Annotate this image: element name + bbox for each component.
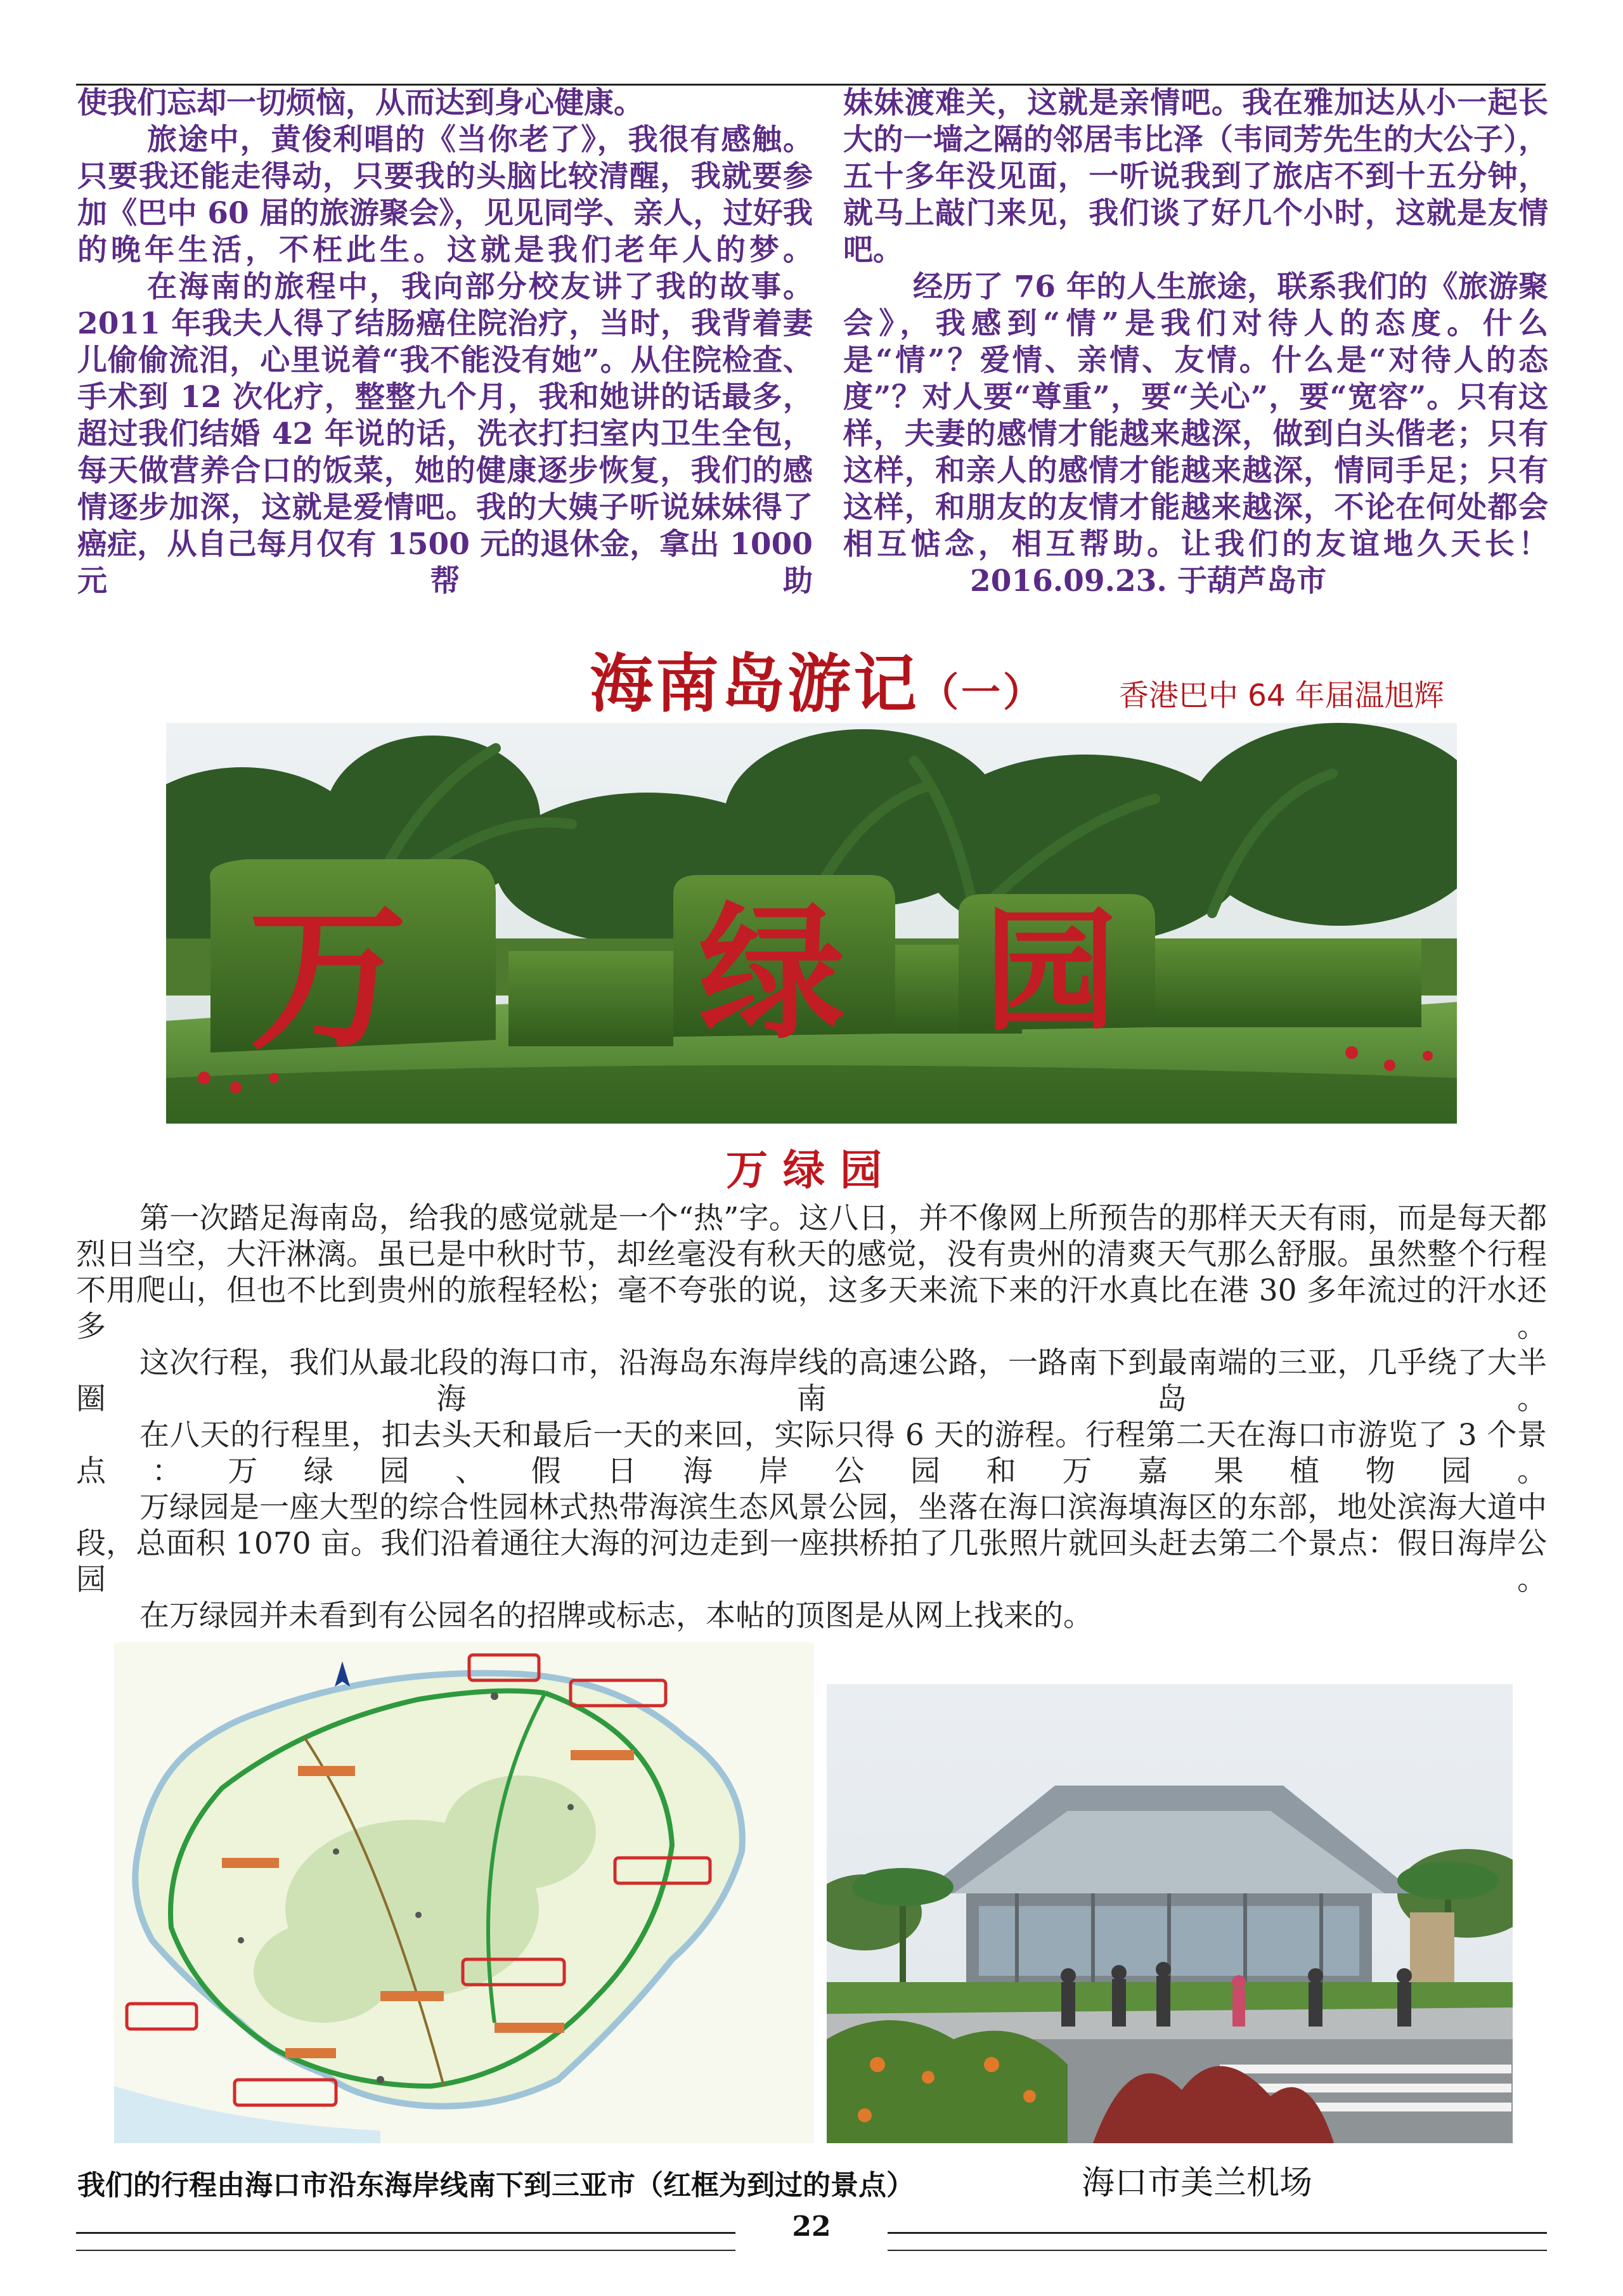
park-photo-illustration xyxy=(166,723,1457,1124)
left-para-2: 旅途中，黄俊利唱的《当你老了》，我很有感触。只要我还能走得动，只要我的头脑比较清醒，我就要参加《巴中 60 届的旅游聚会》，见见同学、亲人，过好我的晚年生活，不枉此生。这就是我们老年人的梦。 xyxy=(77,122,813,268)
left-column xyxy=(77,85,813,600)
article-body xyxy=(76,1200,1547,1634)
bottom-rule-left-2 xyxy=(76,2250,735,2251)
body-para-1: 第一次踏足海南岛，给我的感觉就是一个“热”字。这八日，并不像网上所预告的那样天天有雨，而是每天都烈日当空，大汗淋漓。虽已是中秋时节，却丝毫没有秋天的感觉，没有贵州的清爽天气那么舒服。虽然整个行程不用爬山，但也不比到贵州的旅程轻松；毫不夸张的说，这多天来流下来的汗水真比在港 30 多年流过的汗水还多。 xyxy=(76,1201,1547,1344)
signature-date: 2016.09.23. 于葫芦岛市 xyxy=(970,564,1327,599)
article-title-suffix: （一） xyxy=(919,669,1045,715)
sign-char-2: 绿 xyxy=(699,890,845,1059)
airport-photo-illustration xyxy=(827,1684,1513,2143)
hainan-map xyxy=(114,1642,814,2143)
airport-caption: 海口市美兰机场 xyxy=(1082,2164,1313,2202)
map-caption: 我们的行程由海口市沿东海岸线南下到三亚市（红框为到过的景点） xyxy=(77,2169,914,2202)
page-number: 22 xyxy=(792,2210,831,2243)
body-para-3: 在八天的行程里，扣去头天和最后一天的来回，实际只得 6 天的游程。行程第二天在海口市游览了 3 个景点：万绿园、假日海岸公园和万嘉果植物园。 xyxy=(76,1418,1547,1489)
park-caption: 万绿园 xyxy=(726,1145,897,1195)
body-para-4: 万绿园是一座大型的综合性园林式热带海滨生态风景公园，坐落在海口滨海填海区的东部，地处滨海大道中段，总面积 1070 亩。我们沿着通往大海的河边走到一座拱桥拍了几张照片就回头赶去第二个景点：假日海岸公园。 xyxy=(76,1490,1547,1597)
author-line: 香港巴中 64 年届温旭辉 xyxy=(1119,678,1444,713)
bottom-rule-right-2 xyxy=(888,2250,1547,2251)
left-para-3: 在海南的旅程中，我向部分校友讲了我的故事。2011 年我夫人得了结肠癌住院治疗，当时，我背着妻儿偷偷流泪，心里说着“我不能没有她”。从住院检查、手术到 12 次化疗，整整九个月，我和她讲的话最多，超过我们结婚 42 年说的话，洗衣打扫室内卫生全包，每天做营养合口的饭菜，她的健康逐步恢复，我们的感情逐步加深，这就是爱情吧。我的大姨子听说妹妹得了癌症，从自己每月仅有 1500 元的退休金，拿出 1000 元帮助 xyxy=(77,269,813,599)
hainan-map-illustration xyxy=(114,1642,814,2143)
sign-char-1: 万 xyxy=(249,886,407,1071)
park-photo xyxy=(166,723,1457,1124)
article-title-main: 海南岛游记 xyxy=(590,646,919,721)
article-title xyxy=(590,645,1045,730)
body-para-2: 这次行程，我们从最北段的海口市，沿海岛东海岸线的高速公路，一路南下到最南端的三亚，几乎绕了大半圈海南岛。 xyxy=(76,1346,1547,1417)
right-column xyxy=(843,85,1548,600)
body-para-5: 在万绿园并未看到有公园名的招牌或标志，本帖的顶图是从网上找来的。 xyxy=(139,1599,1093,1633)
right-para-1: 妹妹渡难关，这就是亲情吧。我在雅加达从小一起长大的一墙之隔的邻居韦比泽（韦同芳先生的大公子），五十多年没见面，一听说我到了旅店不到十五分钟，就马上敲门来见，我们谈了好几个小时，这就是友情吧。 xyxy=(843,86,1548,268)
left-para-1: 使我们忘却一切烦恼，从而达到身心健康。 xyxy=(77,86,643,120)
sign-char-3: 园 xyxy=(984,894,1118,1049)
right-para-2: 经历了 76 年的人生旅途，联系我们的《旅游聚会》，我感到“情”是我们对待人的态度。什么是“情”？爱情、亲情、友情。什么是“对待人的态度”？对人要“尊重”，要“关心”，要“宽容”。只有这样，夫妻的感情才能越来越深，做到白头偕老；只有这样，和亲人的感情才能越来越深，情同手足；只有这样，和朋友的友情才能越来越深，不论在何处都会相互惦念，相互帮助。让我们的友谊地久天长！ xyxy=(843,269,1548,562)
airport-photo xyxy=(827,1684,1513,2143)
